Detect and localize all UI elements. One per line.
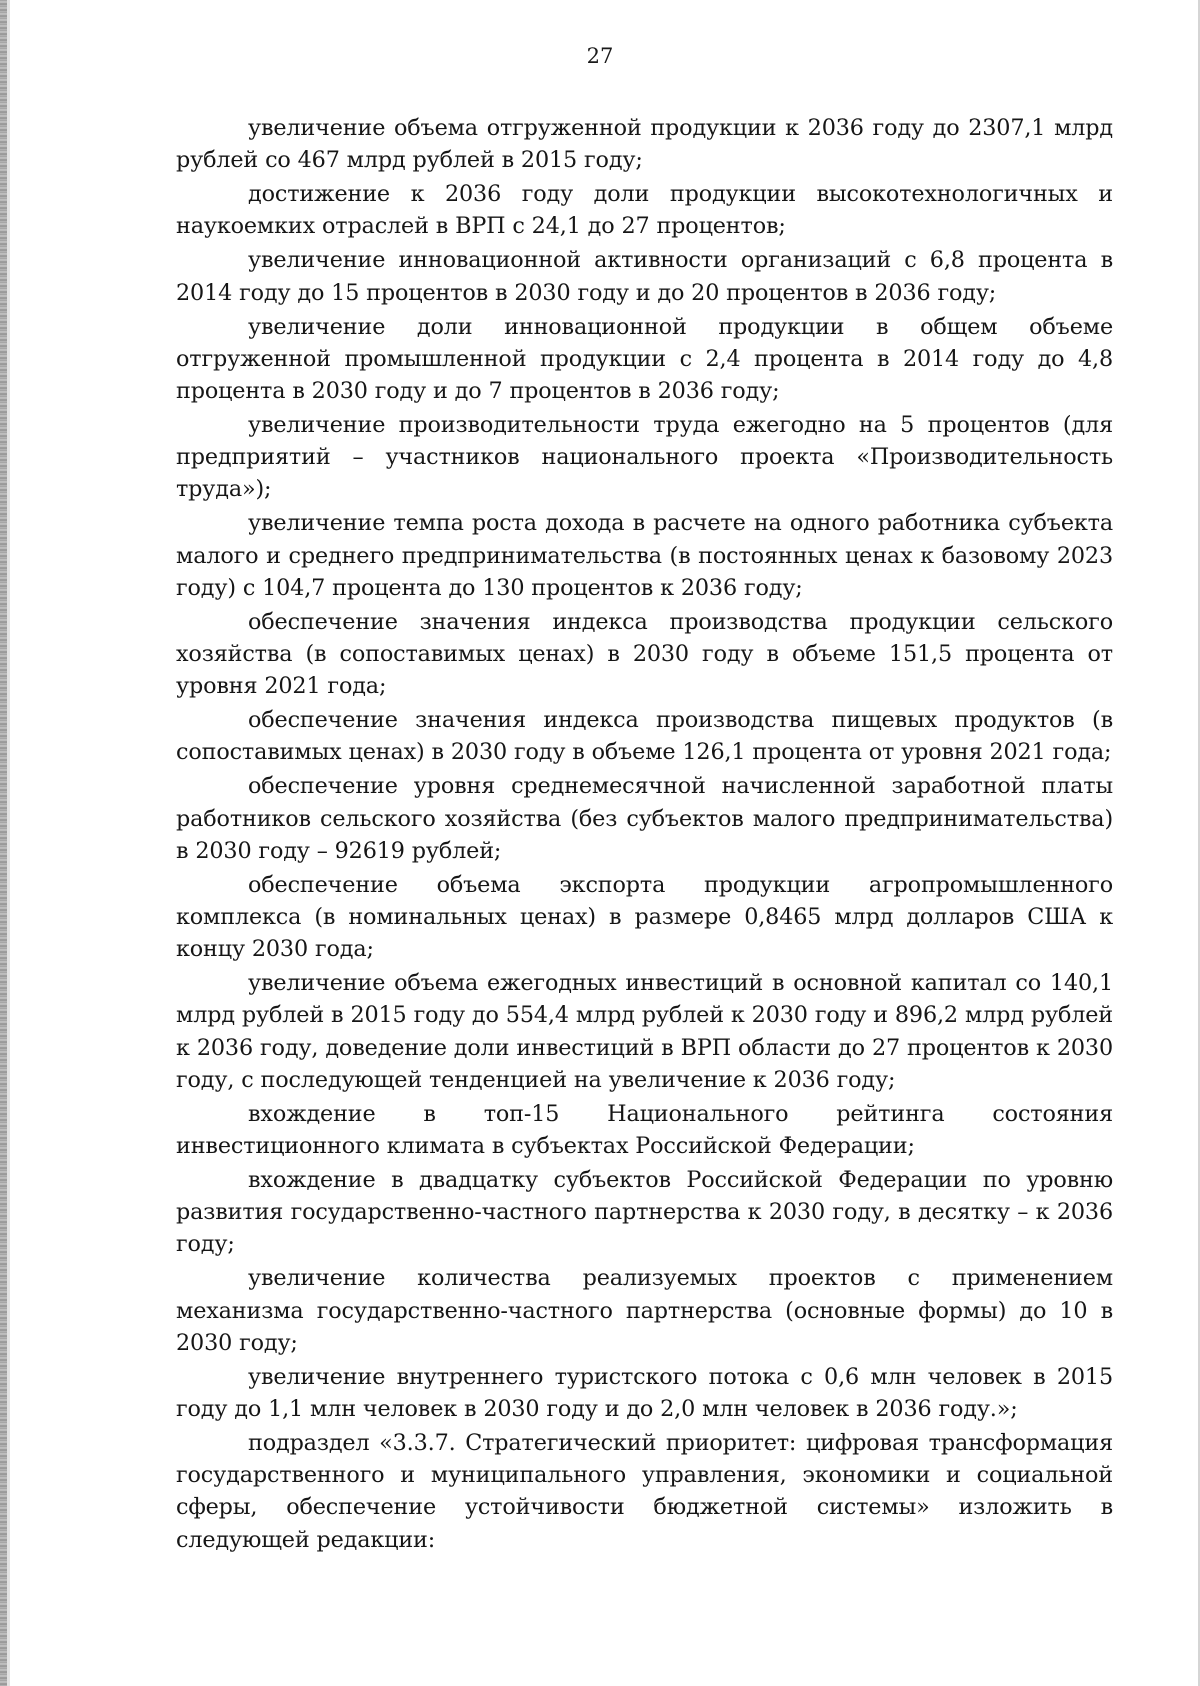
paragraph: увеличение количества реализуемых проектов с применением механизма государственно-частного партнерства (основные формы) до 10 в 2030 году; <box>176 1265 1113 1356</box>
paragraph: обеспечение значения индекса производства пищевых продуктов (в сопоставимых ценах) в 2030 году в объеме 126,1 процента от уровня 2021 года; <box>176 707 1113 766</box>
paragraph: обеспечение значения индекса производства продукции сельского хозяйства (в сопоставимых ценах) в 2030 году в объеме 151,5 процента от уровня 2021 года; <box>176 608 1113 700</box>
paragraph: вхождение в двадцатку субъектов Российской Федерации по уровню развития государственно-частного партнерства к 2030 году, в десятку – к 2036 году; <box>176 1167 1113 1258</box>
paragraph: увеличение инновационной активности организаций с 6,8 процента в 2014 году до 15 процентов в 2030 году и до 20 процентов в 2036 году; <box>176 247 1113 306</box>
paragraph: увеличение внутреннего туристского потока с 0,6 млн человек в 2015 году до 1,1 млн человек в 2030 году и до 2,0 млн человек в 2036 году.»; <box>176 1363 1113 1423</box>
paragraph: обеспечение объема экспорта продукции агропромышленного комплекса (в номинальных ценах) в размере 0,8465 млрд долларов США к концу 2030 года; <box>176 871 1113 963</box>
page-number: 27 <box>586 44 614 68</box>
paragraph: увеличение производительности труда ежегодно на 5 процентов (для предприятий – участников национального проекта «Производительность труда»); <box>176 412 1113 503</box>
document-body <box>176 112 1113 1558</box>
scan-left-edge-shadow <box>7 0 10 1686</box>
paragraph: достижение к 2036 году доли продукции высокотехнологичных и наукоемких отраслей в ВРП с 24,1 до 27 процентов; <box>176 181 1113 240</box>
scan-left-edge <box>0 0 7 1686</box>
paragraph: увеличение объема отгруженной продукции к 2036 году до 2307,1 млрд рублей со 467 млрд рублей в 2015 году; <box>176 115 1113 174</box>
paragraph: подраздел «3.3.7. Стратегический приоритет: цифровая трансформация государственного и муниципального управления, экономики и социальной сферы, обеспечение устойчивости бюджетной системы» изложить в следующей редакции: <box>176 1430 1113 1553</box>
paragraph: увеличение доли инновационной продукции в общем объеме отгруженной промышленной продукции с 2,4 процента в 2014 году до 4,8 процента в 2030 году и до 7 процентов в 2036 году; <box>176 313 1113 405</box>
paragraph: увеличение объема ежегодных инвестиций в основной капитал со 140,1 млрд рублей в 2015 году до 554,4 млрд рублей к 2030 году и 896,2 млрд рублей к 2036 году, доведение доли инвестиций в ВРП области до 27 процентов к 2030 году, с последующей тенденцией на увеличение к 2036 году; <box>176 970 1113 1093</box>
paragraph: увеличение темпа роста дохода в расчете на одного работника субъекта малого и среднего предпринимательства (в постоянных ценах к базовому 2023 году) с 104,7 процента до 130 процентов к 2036 году; <box>176 510 1113 601</box>
paragraph: обеспечение уровня среднемесячной начисленной заработной платы работников сельского хозяйства (без субъектов малого предпринимательства) в 2030 году – 92619 рублей; <box>176 773 1113 864</box>
paragraph: вхождение в топ-15 Национального рейтинга состояния инвестиционного климата в субъектах Российской Федерации; <box>176 1100 1113 1160</box>
